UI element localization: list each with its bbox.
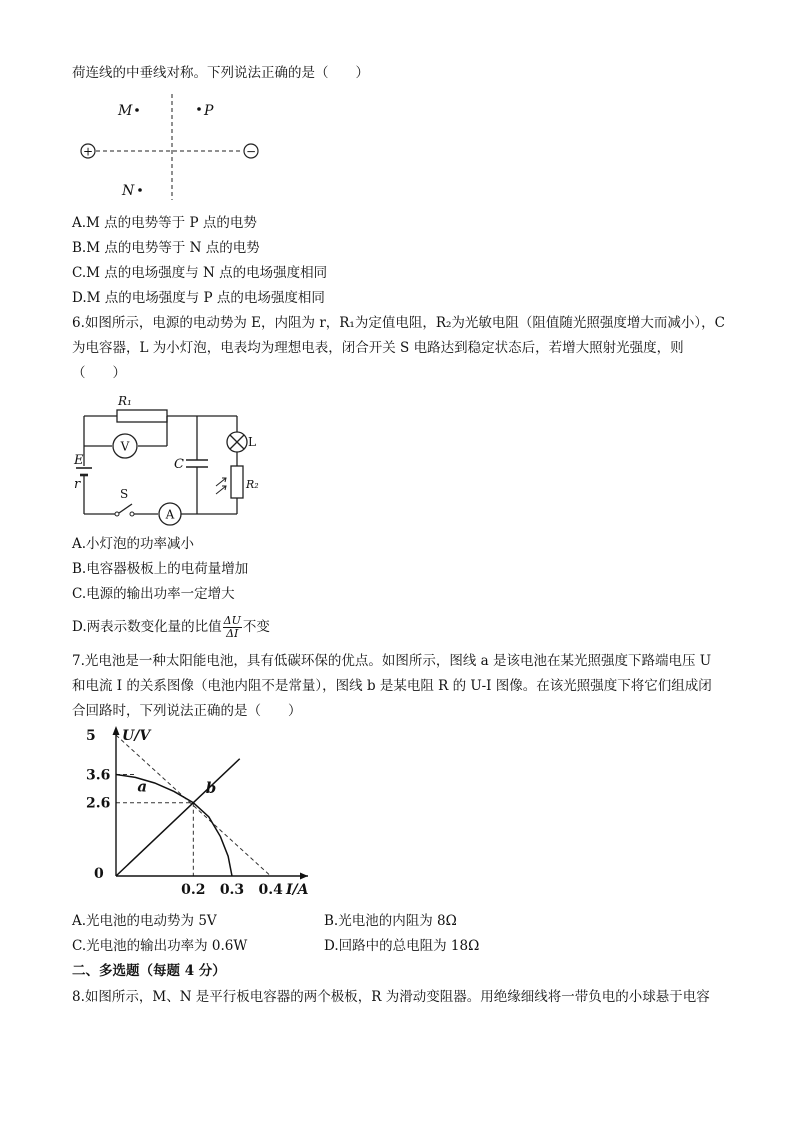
q6-option-d xyxy=(72,612,270,642)
series-a-label: a xyxy=(137,777,148,796)
y-tick-label-5: 5 xyxy=(86,728,96,745)
point-n-dot xyxy=(138,188,142,192)
q5-figure xyxy=(74,92,274,202)
r1-label: R₁ xyxy=(118,394,132,408)
q7-stem-line3: 合回路时，下列说法正确的是（ ） xyxy=(72,703,302,719)
point-p-label: P xyxy=(204,103,214,119)
q6-option-c: C.电源的输出功率一定增大 xyxy=(72,586,235,602)
q5-stem: 荷连线的中垂线对称。下列说法正确的是（ ） xyxy=(72,65,369,81)
capacitor-label: C xyxy=(174,457,184,472)
q7-option-d: D.回路中的总电阻为 18Ω xyxy=(324,938,480,954)
x-tick-label-0.3: 0.3 xyxy=(219,882,245,898)
q6-stem-line2: 为电容器，L 为小灯泡，电表均为理想电表，闭合开关 S 电路达到稳定状态后，若增大照射光强度，则 xyxy=(72,340,684,356)
point-m-label: M xyxy=(118,103,133,119)
y-tick-label-3.6: 3.6 xyxy=(86,767,111,784)
q7-stem-line2: 和电流 I 的关系图像（电池内阻不是常量），图线 b 是某电阻 R 的 U-I 图像。在该光照强度下将它们组成闭 xyxy=(72,678,712,694)
q6-stem-line1: 6.如图所示，电源的电动势为 E，内阻为 r，R₁为定值电阻，R₂为光敏电阻（阻值随光照强度增大而减小），C xyxy=(72,315,726,331)
plus-sign: + xyxy=(82,144,94,159)
voltmeter-label: V xyxy=(120,439,130,454)
q5-option-a: A.M 点的电势等于 P 点的电势 xyxy=(72,215,257,231)
fraction-numerator: ΔU xyxy=(223,614,241,627)
q8-stem-line1: 8.如图所示，M、N 是平行板电容器的两个极板，R 为滑动变阻器。用绝缘细线将一带负电的小球悬于电容 xyxy=(72,989,710,1005)
switch-contact-right xyxy=(130,512,134,516)
q6-circuit-figure xyxy=(72,390,262,526)
fraction-denominator: ΔI xyxy=(226,627,239,640)
q7-option-a: A.光电池的电动势为 5V xyxy=(72,913,217,929)
light-arrows-icon xyxy=(216,478,226,494)
series-b-line xyxy=(116,759,240,876)
photoresistor-r2 xyxy=(231,466,243,498)
emf-label: E xyxy=(74,453,84,468)
q7-option-c: C.光电池的输出功率为 0.6W xyxy=(72,938,248,954)
resistor-r1 xyxy=(117,410,167,422)
x-axis-arrow-icon xyxy=(300,873,308,880)
q6-option-a: A.小灯泡的功率减小 xyxy=(72,536,195,552)
x-axis-title: I/A xyxy=(286,882,309,898)
ammeter-label: A xyxy=(165,507,175,522)
q5-option-b: B.M 点的电势等于 N 点的电势 xyxy=(72,240,260,256)
lamp-label: L xyxy=(248,435,256,449)
point-m-dot xyxy=(135,108,139,112)
switch-blade xyxy=(119,504,132,513)
q7-option-b: B.光电池的内阻为 8Ω xyxy=(324,913,457,929)
q6-option-b: B.电容器极板上的电荷量增加 xyxy=(72,561,249,577)
y-tick-label-0: 0 xyxy=(94,866,104,882)
q7-stem-line1: 7.光电池是一种太阳能电池，具有低碳环保的优点。如图所示，图线 a 是该电池在某光照强度下路端电压 U xyxy=(72,653,712,669)
x-tick-label-0.4: 0.4 xyxy=(258,882,283,898)
q6-option-d-prefix: D.两表示数变化量的比值 xyxy=(72,619,222,635)
minus-sign: − xyxy=(245,144,257,159)
q6-option-d-suffix: 不变 xyxy=(242,619,270,635)
r2-label: R₂ xyxy=(246,478,259,491)
delta-ratio-fraction xyxy=(223,615,242,640)
point-p-dot xyxy=(197,107,201,111)
q5-option-d: D.M 点的电场强度与 P 点的电场强度相同 xyxy=(72,290,325,306)
internal-resistance-label: r xyxy=(74,477,81,492)
y-axis-title: U/V xyxy=(122,728,151,744)
switch-contact-left xyxy=(115,512,119,516)
x-tick-label-0.2: 0.2 xyxy=(181,882,206,898)
q6-stem-line3: （ ） xyxy=(72,365,126,381)
switch-label: S xyxy=(120,487,129,501)
q5-option-c: C.M 点的电场强度与 N 点的电场强度相同 xyxy=(72,265,328,281)
series-b-label: b xyxy=(205,778,217,797)
point-n-label: N xyxy=(122,183,135,199)
y-axis-arrow-icon xyxy=(113,726,120,735)
section-heading: 二、多选题（每题 4 分） xyxy=(72,963,226,979)
q7-ui-chart xyxy=(72,724,332,902)
y-tick-label-2.6: 2.6 xyxy=(86,795,111,812)
